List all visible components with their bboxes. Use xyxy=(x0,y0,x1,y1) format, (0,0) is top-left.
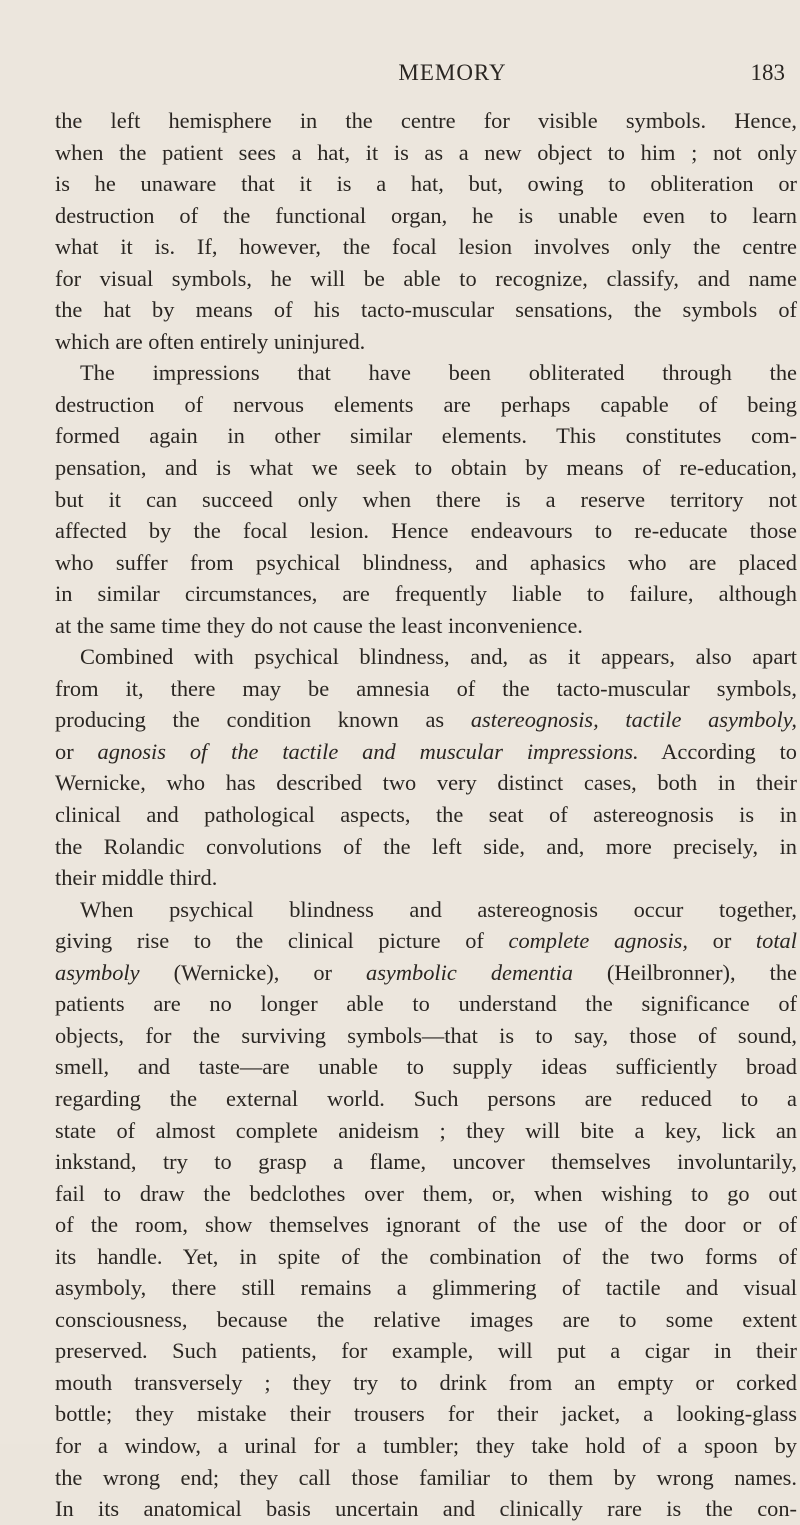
text-line: which are often entirely uninjured. xyxy=(55,328,366,354)
text-line: but it can succeed only when there is a reserve territory not xyxy=(55,486,797,512)
text-line: for a window, a urinal for a tumbler; they take hold of a spoon by xyxy=(55,1432,797,1458)
text-line: producing the condition known as astereognosis, tactile asymboly, xyxy=(55,707,797,733)
text-line: who suffer from psychical blindness, and aphasics who are placed xyxy=(55,549,797,575)
text-line: inkstand, try to grasp a flame, uncover themselves involuntarily, xyxy=(55,1149,797,1175)
text-line: for visual symbols, he will be able to recognize, classify, and name xyxy=(55,265,797,291)
text-line: their middle third. xyxy=(55,865,218,891)
paragraph-start: When psychical blindness and astereognosis occur together, xyxy=(80,896,797,922)
text-line: or agnosis of the tactile and muscular impressions. According to xyxy=(55,738,797,764)
running-head xyxy=(120,58,785,90)
text-line: the left hemisphere in the centre for visible symbols. Hence, xyxy=(55,108,797,133)
text-line: state of almost complete anideism ; they will bite a key, lick an xyxy=(55,1117,797,1143)
text-line: consciousness, because the relative images are to some extent xyxy=(55,1306,797,1332)
text-line: is he unaware that it is a hat, but, owing to obliteration or xyxy=(55,171,797,197)
text-line: the hat by means of his tacto-muscular sensations, the symbols of xyxy=(55,297,797,323)
text-line: patients are no longer able to understand the significance of xyxy=(55,991,797,1017)
running-title: MEMORY xyxy=(398,60,507,85)
text-line: mouth transversely ; they try to drink from an empty or corked xyxy=(55,1369,797,1395)
paragraph-start: The impressions that have been obliterated through the xyxy=(80,360,797,386)
text-line: asymboly, there still remains a glimmering of tactile and visual xyxy=(55,1275,797,1301)
text-line: its handle. Yet, in spite of the combination of the two forms of xyxy=(55,1243,797,1269)
paragraph-start: Combined with psychical blindness, and, as it appears, also apart xyxy=(80,644,797,670)
text-line: pensation, and is what we seek to obtain by means of re-education, xyxy=(55,455,797,481)
text-line: objects, for the surviving symbols—that is to say, those of sound, xyxy=(55,1022,797,1048)
text-line: affected by the focal lesion. Hence endeavours to re-educate those xyxy=(55,518,797,544)
text-line: fail to draw the bedclothes over them, or, when wishing to go out xyxy=(55,1180,797,1206)
body-text xyxy=(55,105,797,1525)
text-line: in similar circumstances, are frequently liable to failure, although xyxy=(55,581,797,607)
text-line: when the patient sees a hat, it is as a new object to him ; not only xyxy=(55,139,797,165)
text-line: bottle; they mistake their trousers for their jacket, a looking-glass xyxy=(55,1401,797,1427)
text-line: destruction of the functional organ, he is unable even to learn xyxy=(55,202,797,228)
text-line: destruction of nervous elements are perhaps capable of being xyxy=(55,391,797,417)
text-line: regarding the external world. Such persons are reduced to a xyxy=(55,1085,797,1111)
text-line: what it is. If, however, the focal lesion involves only the centre xyxy=(55,234,797,260)
text-line: of the room, show themselves ignorant of the use of the door or of xyxy=(55,1212,797,1238)
text-line: In its anatomical basis uncertain and clinically rare is the con- xyxy=(55,1496,797,1522)
text-line: Wernicke, who has described two very distinct cases, both in their xyxy=(55,770,797,796)
page-number: 183 xyxy=(750,60,785,85)
text-line: the Rolandic convolutions of the left side, and, more precisely, in xyxy=(55,833,797,859)
text-line: formed again in other similar elements. This constitutes com- xyxy=(55,423,797,449)
text-line: clinical and pathological aspects, the seat of astereognosis is in xyxy=(55,802,797,828)
text-line: preserved. Such patients, for example, will put a cigar in their xyxy=(55,1338,797,1364)
text-line: the wrong end; they call those familiar to them by wrong names. xyxy=(55,1464,797,1490)
text-line: smell, and taste—are unable to supply ideas sufficiently broad xyxy=(55,1054,797,1080)
text-line: at the same time they do not cause the least inconvenience. xyxy=(55,612,583,638)
text-line: asymboly (Wernicke), or asymbolic dementia (Heilbronner), the xyxy=(55,959,797,985)
text-line: from it, there may be amnesia of the tacto-muscular symbols, xyxy=(55,675,797,701)
text-line: giving rise to the clinical picture of complete agnosis, or total xyxy=(55,928,797,954)
